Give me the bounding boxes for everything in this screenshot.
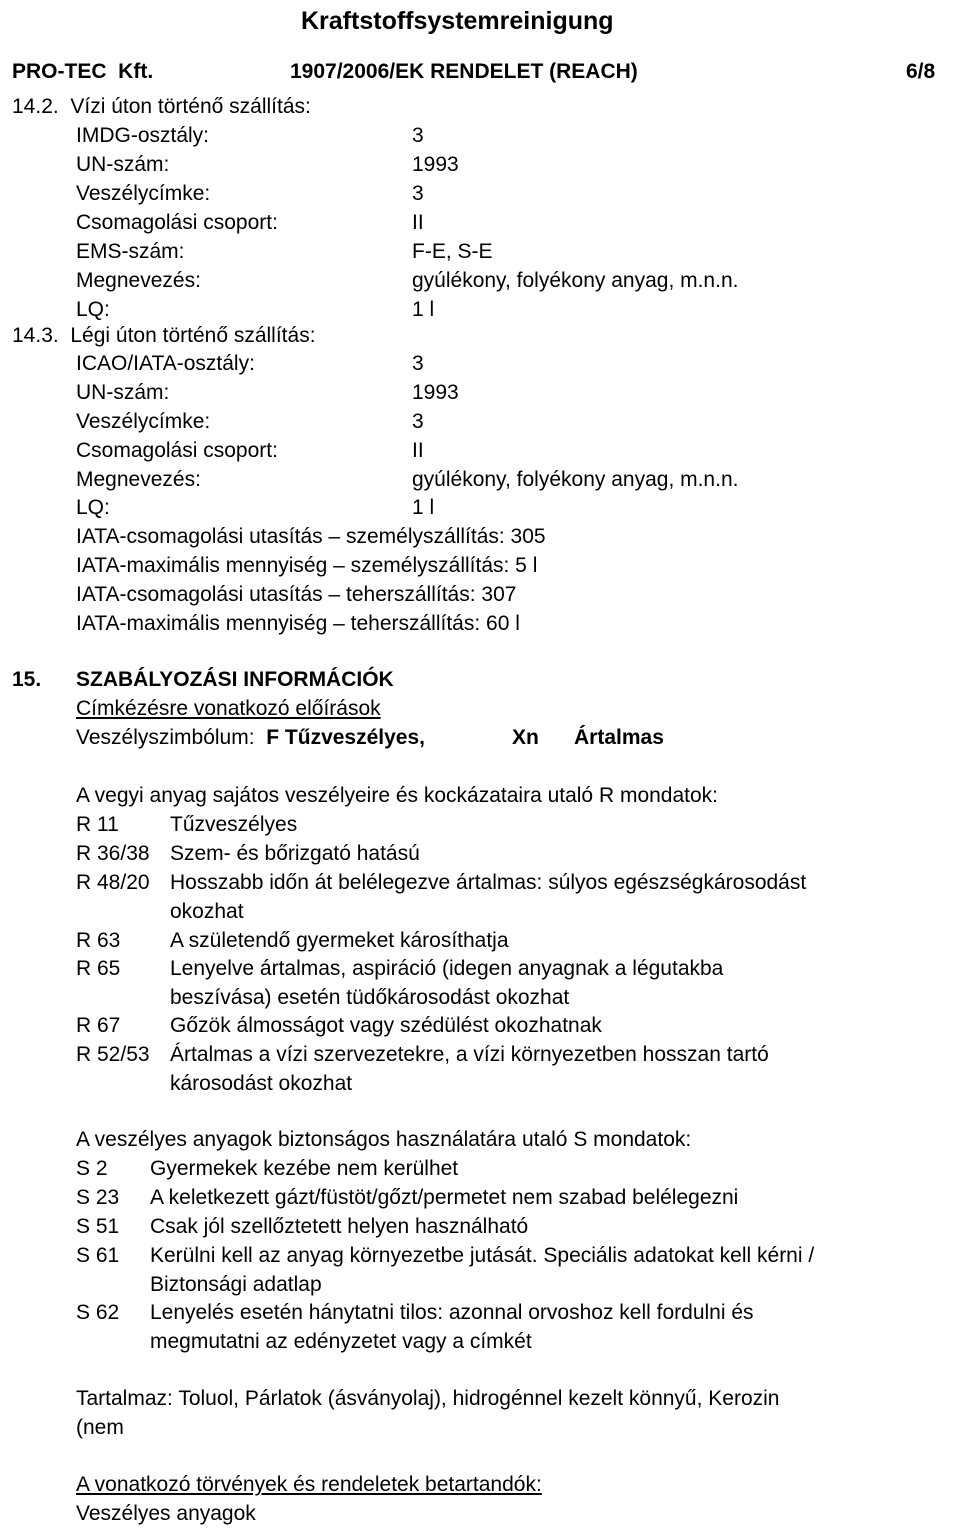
page-number: 6/8 bbox=[906, 60, 936, 83]
air-row-value: gyúlékony, folyékony anyag, m.n.n. bbox=[412, 468, 739, 491]
s-phrase-code: S 51 bbox=[76, 1215, 120, 1238]
s-phrase-text: Csak jól szellőztetett helyen használható bbox=[150, 1215, 529, 1238]
s-phrase-code: S 2 bbox=[76, 1157, 108, 1180]
r-phrase-code: R 11 bbox=[76, 813, 119, 836]
air-row-value: 3 bbox=[412, 410, 424, 433]
s-phrase-text: Kerülni kell az anyag környezetbe jutását. Speciális adatokat kell kérni / bbox=[150, 1244, 815, 1267]
sea-row-label: Megnevezés: bbox=[76, 269, 201, 292]
s-phrase-text: Biztonsági adatlap bbox=[150, 1273, 322, 1296]
air-row-label: Csomagolási csoport: bbox=[76, 439, 278, 462]
air-row-value: 1 l bbox=[412, 496, 435, 519]
iata-line: IATA-csomagolási utasítás – személyszállítás: 305 bbox=[76, 525, 546, 548]
r-phrase-code: R 65 bbox=[76, 957, 121, 980]
sea-row-value: F-E, S-E bbox=[412, 240, 493, 263]
r-phrase-text: Hosszabb időn át belélegezve ártalmas: súlyos egészségkárosodást bbox=[170, 871, 807, 894]
s-phrase-text: A keletkezett gázt/füstöt/gőzt/permetet nem szabad belélegezni bbox=[150, 1186, 739, 1209]
r-phrase-text: beszívása) esetén tüdőkárosodást okozhat bbox=[170, 986, 570, 1009]
r-phrase-text: károsodást okozhat bbox=[170, 1072, 353, 1095]
air-row-label: LQ: bbox=[76, 496, 110, 519]
air-row-label: Veszélycímke: bbox=[76, 410, 211, 433]
sea-row-label: Csomagolási csoport: bbox=[76, 211, 278, 234]
r-phrase-code: R 36/38 bbox=[76, 842, 150, 865]
s-phrase-code: S 23 bbox=[76, 1186, 120, 1209]
hazard-symbol-line bbox=[76, 727, 425, 748]
sea-row-value: 3 bbox=[412, 124, 424, 147]
sea-row-value: 3 bbox=[412, 182, 424, 205]
air-row-value: 1993 bbox=[412, 381, 459, 404]
r-phrase-text: okozhat bbox=[170, 900, 244, 923]
sea-row-label: LQ: bbox=[76, 298, 110, 321]
iata-line: IATA-csomagolási utasítás – teherszállítás: 307 bbox=[76, 583, 517, 606]
r-phrase-text: Ártalmas a vízi szervezetekre, a vízi környezetben hosszan tartó bbox=[170, 1043, 769, 1066]
symbol-f-code: F bbox=[266, 726, 280, 749]
sea-row-value: II bbox=[412, 211, 424, 234]
sea-row-label: EMS-szám: bbox=[76, 240, 185, 263]
air-row-label: UN-szám: bbox=[76, 381, 170, 404]
r-phrases-intro: A vegyi anyag sajátos veszélyeire és kockázataira utaló R mondatok: bbox=[76, 784, 719, 807]
s-phrase-text: megmutatni az edényzetet vagy a címkét bbox=[150, 1330, 532, 1353]
s-phrases-intro: A veszélyes anyagok biztonságos használatára utaló S mondatok: bbox=[76, 1128, 692, 1151]
sea-row-value: 1 l bbox=[412, 298, 435, 321]
symbol-xn-code: Xn bbox=[512, 726, 539, 749]
sea-transport-heading: 14.2. Vízi úton történő szállítás: bbox=[12, 95, 311, 118]
hazard-symbol-label: Veszélyszimbólum: bbox=[76, 726, 261, 749]
r-phrase-text: Lenyelve ártalmas, aspiráció (idegen anyagnak a légutakba bbox=[170, 957, 724, 980]
r-phrase-code: R 63 bbox=[76, 929, 121, 952]
r-phrase-text: Tűzveszélyes bbox=[170, 813, 298, 836]
iata-line: IATA-maximális mennyiség – személyszállítás: 5 l bbox=[76, 554, 538, 577]
air-row-label: ICAO/IATA-osztály: bbox=[76, 352, 255, 375]
laws-item: Veszélyes anyagok bbox=[76, 1502, 256, 1525]
document-title: Kraftstoffsystemreinigung bbox=[301, 7, 614, 35]
sea-row-label: IMDG-osztály: bbox=[76, 124, 210, 147]
r-phrase-code: R 67 bbox=[76, 1014, 121, 1037]
r-phrase-code: R 52/53 bbox=[76, 1043, 150, 1066]
company-name: PRO-TEC Kft. bbox=[12, 60, 154, 83]
section-number: 15. bbox=[12, 668, 42, 691]
s-phrase-code: S 62 bbox=[76, 1301, 120, 1324]
sea-row-value: gyúlékony, folyékony anyag, m.n.n. bbox=[412, 269, 739, 292]
symbol-f-text: Tűzveszélyes, bbox=[284, 726, 426, 749]
air-row-value: II bbox=[412, 439, 424, 462]
sea-row-label: UN-szám: bbox=[76, 153, 170, 176]
r-phrase-code: R 48/20 bbox=[76, 871, 150, 894]
sea-row-value: 1993 bbox=[412, 153, 459, 176]
contents-line: Tartalmaz: Toluol, Párlatok (ásványolaj), hidrogénnel kezelt könnyű, Kerozin bbox=[76, 1387, 780, 1410]
regulation-label: 1907/2006/EK RENDELET (REACH) bbox=[290, 60, 638, 83]
sea-row-label: Veszélycímke: bbox=[76, 182, 211, 205]
s-phrase-code: S 61 bbox=[76, 1244, 120, 1267]
r-phrase-text: Gőzök álmosságot vagy szédülést okozhatnak bbox=[170, 1014, 602, 1037]
symbol-xn-text: Ártalmas bbox=[574, 726, 664, 749]
contents-line: (nem bbox=[76, 1416, 124, 1439]
iata-line: IATA-maximális mennyiség – teherszállítás: 60 l bbox=[76, 612, 520, 635]
s-phrase-text: Gyermekek kezébe nem kerülhet bbox=[150, 1157, 459, 1180]
air-transport-heading: 14.3. Légi úton történő szállítás: bbox=[12, 324, 316, 347]
r-phrase-text: Szem- és bőrizgató hatású bbox=[170, 842, 420, 865]
section-title: SZABÁLYOZÁSI INFORMÁCIÓK bbox=[76, 668, 394, 691]
air-row-label: Megnevezés: bbox=[76, 468, 201, 491]
labelling-heading: Címkézésre vonatkozó előírások bbox=[76, 697, 381, 720]
laws-heading: A vonatkozó törvények és rendeletek betartandók: bbox=[76, 1473, 542, 1496]
r-phrase-text: A születendő gyermeket károsíthatja bbox=[170, 929, 509, 952]
air-row-value: 3 bbox=[412, 352, 424, 375]
s-phrase-text: Lenyelés esetén hánytatni tilos: azonnal orvoshoz kell fordulni és bbox=[150, 1301, 754, 1324]
